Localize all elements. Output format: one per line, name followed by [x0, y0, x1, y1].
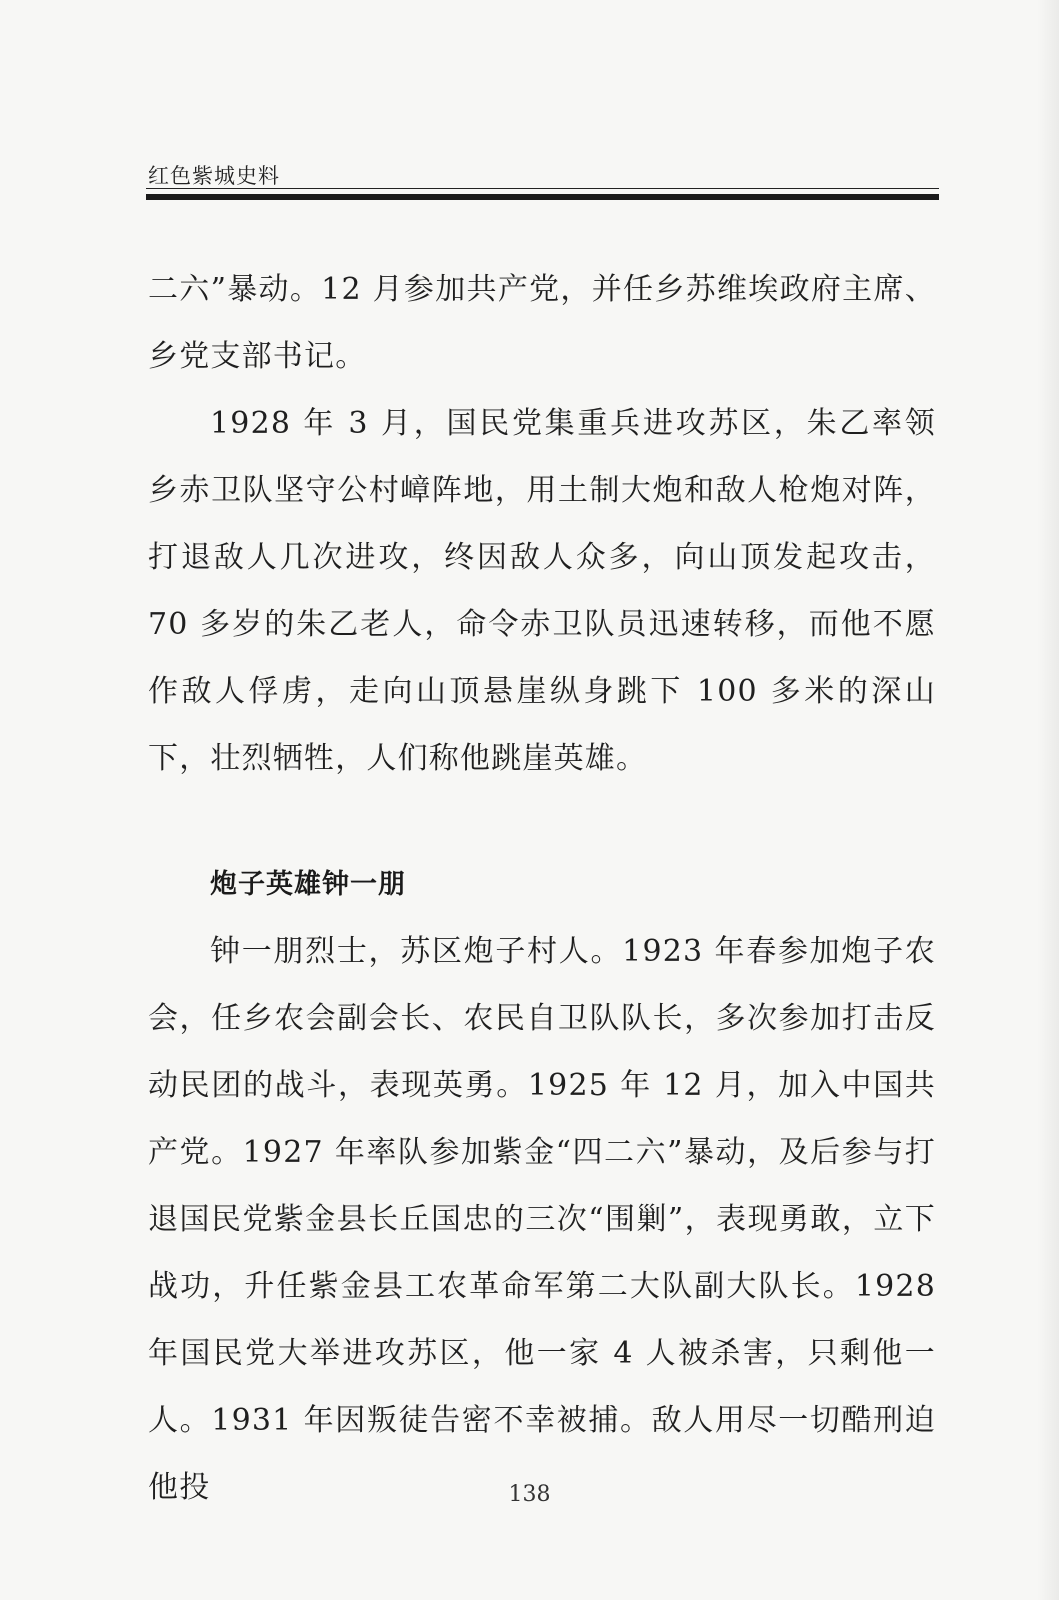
page-number: 138 — [508, 1482, 551, 1507]
paragraph-1: 二六”暴动。12 月参加共产党，并任乡苏维埃政府主席、乡党支部书记。 — [148, 272, 936, 374]
running-header: 红色紫城史料 — [148, 164, 280, 188]
section-heading: 炮子英雄钟一朋 — [210, 869, 406, 900]
paragraph-2: 1928 年 3 月，国民党集重兵进攻苏区，朱乙率领乡赤卫队坚守公村嶂阵地，用土制大炮和敌人枪炮对阵，打退敌人几次进攻，终因敌人众多，向山顶发起攻击，70 多岁的朱乙老人，命令赤卫队员迅速转移，而他不愿作敌人俘虏，走向山顶悬崖纵身跳下 100 多米的深山下，壮烈牺牲，人们称他跳崖英雄。 — [148, 406, 936, 776]
header-rule-thick — [146, 194, 939, 200]
header-rule-thin — [146, 188, 939, 189]
paragraph-3: 钟一朋烈士，苏区炮子村人。1923 年春参加炮子农会，任乡农会副会长、农民自卫队队长，多次参加打击反动民团的战斗，表现英勇。1925 年 12 月，加入中国共产党。1927 年率队参加紫金“四二六”暴动，及后参与打退国民党紫金县长丘国忠的三次“围剿”，表现勇敢，立下战功，升任紫金县工农革命军第二大队副大队长。1928 年国民党大举进攻苏区，他一家 4 人被杀害，只剩他一人。1931 年因叛徒告密不幸被捕。敌人用尽一切酷刑迫他投 — [148, 934, 936, 1505]
page-edge-shade — [1037, 0, 1059, 1600]
